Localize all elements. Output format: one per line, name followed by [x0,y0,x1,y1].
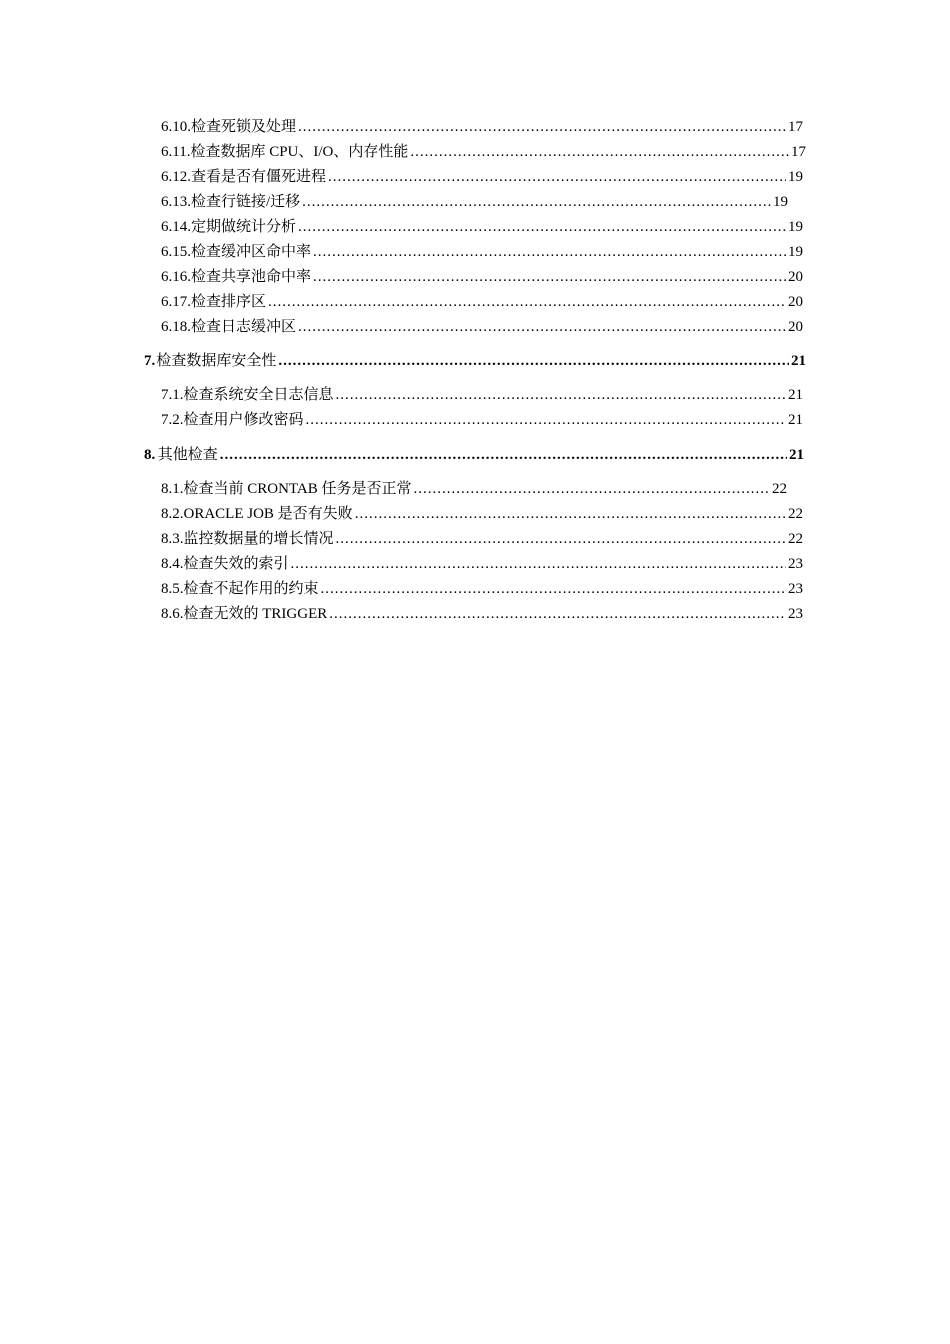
toc-entry-page: 20 [788,269,803,285]
toc-section-number: 7. [144,353,156,369]
toc-entry-title: 检查系统安全日志信息 [183,387,334,403]
toc-entry-number: 6.13. [161,194,191,210]
toc-entry-title: 检查失效的索引 [183,556,289,572]
toc-entry-title: 检查当前 CRONTAB 任务是否正常 [183,481,412,497]
dot-leader [413,479,770,499]
dot-leader [336,385,786,405]
toc-section-title: 检查数据库安全性 [156,353,277,369]
toc-entry[interactable] [161,192,788,212]
toc-entry-page: 19 [788,219,803,235]
toc-entry-page: 19 [788,244,803,260]
dot-leader [278,351,789,371]
toc-section[interactable] [144,445,804,465]
toc-entry[interactable] [161,217,803,237]
toc-entry-title: ORACLE JOB 是否有失败 [183,506,353,522]
dot-leader [306,410,786,430]
toc-entry-title: 检查缓冲区命中率 [191,244,312,260]
toc-entry-page: 23 [788,556,803,572]
toc-entry-page: 22 [788,506,803,522]
toc-entry[interactable] [161,504,803,524]
toc-entry-title: 检查数据库 CPU、I/O、内存性能 [190,144,409,160]
toc-entry-title: 监控数据量的增长情况 [183,531,334,547]
toc-entry-page: 23 [788,581,803,597]
toc-entry-title: 定期做统计分析 [191,219,297,235]
toc-entry-number: 7.1. [161,387,184,403]
toc-entry[interactable] [161,479,787,499]
toc-entry-number: 6.17. [161,294,191,310]
toc-entry[interactable] [161,117,803,137]
toc-entry-title: 检查排序区 [191,294,267,310]
dot-leader [268,292,786,312]
toc-entry[interactable] [161,385,803,405]
dot-leader [410,142,789,162]
toc-entry-number: 6.18. [161,319,191,335]
toc-section-title: 其他检查 [157,447,218,463]
toc-entry-number: 6.15. [161,244,191,260]
toc-entry-page: 22 [788,531,803,547]
toc-entry[interactable] [161,410,803,430]
toc-section-page: 21 [789,447,804,463]
toc-section[interactable] [144,351,806,371]
toc-entry-page: 20 [788,319,803,335]
toc-entry-number: 8.5. [161,581,184,597]
toc-entry-number: 6.10. [161,119,191,135]
toc-entry-title: 检查共享池命中率 [191,269,312,285]
toc-section-page: 21 [791,353,806,369]
dot-leader [355,504,786,524]
toc-entry-page: 17 [788,119,803,135]
dot-leader [313,267,786,287]
toc-entry[interactable] [161,142,806,162]
dot-leader [336,529,786,549]
dot-leader [329,604,786,624]
dot-leader [298,117,786,137]
toc-entry-title: 检查死锁及处理 [191,119,297,135]
dot-leader [313,242,786,262]
dot-leader [328,167,786,187]
toc-entry[interactable] [161,529,803,549]
toc-entry[interactable] [161,267,803,287]
toc-entry[interactable] [161,579,803,599]
toc-entry-page: 23 [788,606,803,622]
toc-entry-number: 6.14. [161,219,191,235]
toc-entry-number: 8.2. [161,506,184,522]
toc-entry-page: 22 [772,481,787,497]
toc-entry-number: 6.11. [161,144,191,160]
toc-entry-title: 检查用户修改密码 [183,412,304,428]
toc-entry-title: 检查行链接/迁移 [191,194,301,210]
toc-entry-page: 17 [791,144,806,160]
toc-entry-number: 8.6. [161,606,184,622]
dot-leader [298,217,786,237]
toc-entry-number: 6.12. [161,169,191,185]
toc-entry-page: 21 [788,387,803,403]
toc-section-number: 8. [144,447,156,463]
toc-entry[interactable] [161,242,803,262]
toc-entry[interactable] [161,554,803,574]
dot-leader [220,445,787,465]
toc-entry[interactable] [161,604,803,624]
toc-entry-title: 检查日志缓冲区 [191,319,297,335]
toc-entry[interactable] [161,292,803,312]
dot-leader [302,192,771,212]
toc-entry-number: 8.3. [161,531,184,547]
dot-leader [291,554,786,574]
toc-entry-number: 7.2. [161,412,184,428]
toc-entry-page: 21 [788,412,803,428]
toc-entry-title: 检查无效的 TRIGGER [183,606,328,622]
toc-entry-title: 查看是否有僵死进程 [191,169,327,185]
toc-entry-page: 19 [788,169,803,185]
toc-entry-number: 8.4. [161,556,184,572]
toc-entry-page: 19 [773,194,788,210]
dot-leader [321,579,786,599]
toc-entry-title: 检查不起作用的约束 [183,581,319,597]
toc-entry-number: 6.16. [161,269,191,285]
toc-entry-number: 8.1. [161,481,184,497]
toc-entry[interactable] [161,167,803,187]
toc-entry[interactable] [161,317,803,337]
dot-leader [298,317,786,337]
toc-entry-page: 20 [788,294,803,310]
